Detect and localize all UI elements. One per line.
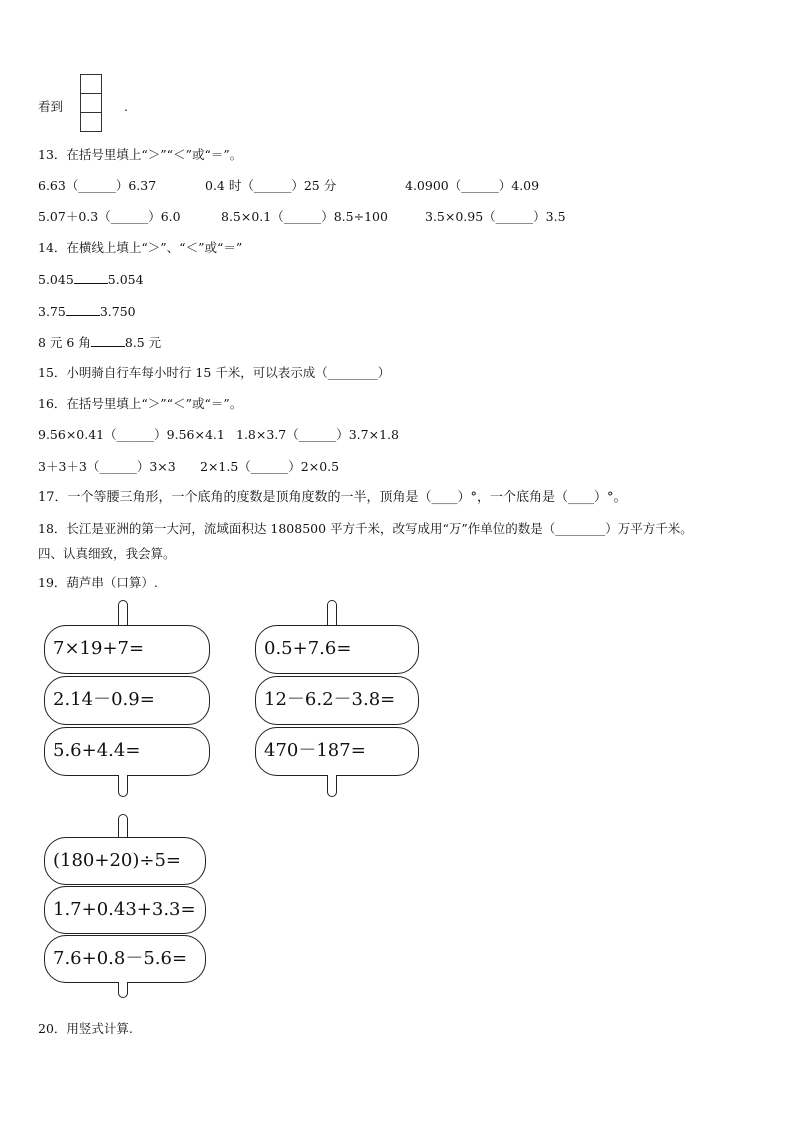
q13-item: 6.63（______）6.37: [38, 178, 157, 193]
q19-title: 19．葫芦串（口算）.: [38, 575, 158, 590]
q14-left: 5.045: [38, 272, 74, 287]
q15-text: 15．小明骑自行车每小时行 15 千米，可以表示成（________）: [38, 365, 391, 380]
calc-bead: 470－187=: [255, 727, 419, 776]
section-title: 四、认真细致，我会算。: [38, 546, 176, 561]
cube-stack-figure: [80, 75, 102, 132]
q12-text-before: 看到: [38, 99, 64, 114]
calc-bead: (180+20)÷5=: [44, 837, 206, 885]
q14-right: 3.750: [99, 304, 136, 319]
calc-bead: 12－6.2－3.8=: [255, 676, 419, 725]
q14-left: 8 元 6 角: [38, 335, 91, 350]
answer-blank[interactable]: [91, 334, 125, 347]
q18-text: 18．长江是亚洲的第一大河，流域面积达 1808500 平方千米，改写成用“万”作单位的数是（________）万平方千米。: [38, 521, 693, 536]
q16-item: 3＋3＋3（______）3×3: [38, 459, 176, 474]
q13-item: 8.5×0.1（______）8.5÷100: [221, 209, 388, 224]
cube-square: [80, 112, 102, 132]
q13-item: 3.5×0.95（______）3.5: [425, 209, 566, 224]
q13-title: 13．在括号里填上“＞”“＜”或“＝”。: [38, 147, 243, 162]
q14-title: 14．在横线上填上“＞”、“＜”或“＝”: [38, 240, 243, 255]
gourd-skewer: [44, 600, 210, 798]
calc-bead: 7.6+0.8－5.6=: [44, 935, 206, 983]
skewer-top: [118, 600, 128, 626]
answer-blank[interactable]: [74, 271, 108, 284]
skewer-top: [327, 600, 337, 626]
answer-blank[interactable]: [66, 303, 100, 316]
q16-item: 1.8×3.7（______）3.7×1.8: [236, 427, 399, 442]
q14-right: 5.054: [107, 272, 144, 287]
skewer-bottom: [118, 982, 128, 998]
q16-item: 2×1.5（______）2×0.5: [200, 459, 340, 474]
skewer-bottom: [118, 775, 128, 797]
q17-text: 17．一个等腰三角形，一个底角的度数是顶角度数的一半，顶角是（____）°，一个底角是（____）°。: [38, 490, 627, 505]
q14-right: 8.5 元: [124, 335, 162, 350]
skewer-top: [118, 814, 128, 838]
q12-text-after: .: [124, 99, 128, 114]
gourd-skewer: [44, 814, 206, 998]
cube-square: [80, 74, 102, 94]
q14-item: [38, 334, 161, 351]
q13-item: 5.07＋0.3（______）6.0: [38, 209, 181, 224]
q13-item: 0.4 时（______）25 分: [205, 178, 337, 193]
calc-bead: 2.14－0.9=: [44, 676, 210, 725]
calc-bead: 1.7+0.43+3.3=: [44, 886, 206, 934]
calc-bead: 7×19+7=: [44, 625, 210, 674]
q16-title: 16．在括号里填上“＞”“＜”或“＝”。: [38, 396, 243, 411]
q14-item: [38, 303, 136, 320]
q14-left: 3.75: [38, 304, 66, 319]
calc-bead: 0.5+7.6=: [255, 625, 419, 674]
q14-item: [38, 271, 144, 288]
gourd-skewer: [255, 600, 419, 798]
q20-title: 20．用竖式计算.: [38, 1021, 133, 1036]
skewer-bottom: [327, 775, 337, 797]
q13-item: 4.0900（______）4.09: [405, 178, 540, 193]
q16-item: 9.56×0.41（______）9.56×4.1: [38, 427, 225, 442]
cube-square: [80, 93, 102, 113]
calc-bead: 5.6+4.4=: [44, 727, 210, 776]
